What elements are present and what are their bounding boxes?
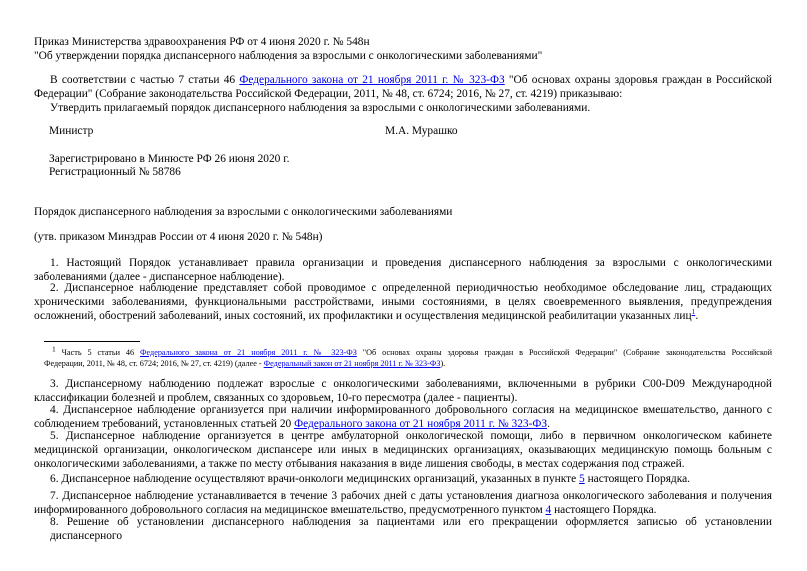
- item-line: онкологическими заболеваниями, а также по месту отбывания наказания в виде лишения свободы, в местах содержания под стражей.: [34, 458, 685, 470]
- item-1: [34, 256, 772, 284]
- item-text: соблюдением требований, установленных статьей 20: [34, 418, 295, 430]
- preamble-text: В соответствии с частью 7 статьи 46: [50, 74, 240, 86]
- footnote-text: "Об основах охраны здоровья граждан в Российской Федерации" (Собрание законодательства Российской: [356, 348, 772, 357]
- item-text: 6. Диспансерное наблюдение осуществляют врачи-онкологи медицинских организаций, указанных в пункте: [50, 473, 580, 485]
- item-4: [34, 403, 772, 431]
- order-statement: Утвердить прилагаемый порядок диспансерного наблюдения за взрослыми с онкологическими заболеваниями.: [50, 102, 591, 114]
- preamble-text: "Об основах охраны здоровья граждан в Российской: [504, 74, 773, 86]
- item-line: [34, 472, 772, 486]
- item-7: [34, 489, 772, 517]
- footnote-law-link[interactable]: Федерального закона от 21 ноября 2011 г. № 323-ФЗ: [140, 348, 357, 357]
- item-line: 3. Диспансерному наблюдению подлежат взрослые с онкологическими заболеваниями, включенными в рубрики C00-D09 Международной: [50, 378, 772, 390]
- item-line: 5. Диспансерное наблюдение организуется в центре амбулаторной онкологической помощи, либо в первичном онкологическом кабинете: [50, 430, 772, 442]
- item-line: хроническими заболеваниями, функциональными расстройствами, иными состояниями, в целях своевременного выявления, предупреждения: [34, 296, 772, 308]
- footnote-divider: [44, 341, 140, 342]
- item-line: 4. Диспансерное наблюдение организуется при наличии информированного добровольного согласия на медицинское вмешательство, данного с: [50, 404, 772, 416]
- item-line: классификации болезней и проблем, связанных со здоровьем, 10-го пересмотра (далее - пациенты).: [34, 392, 518, 404]
- item-line: 8. Решение об установлении диспансерного наблюдения за пациентами или его прекращении оформляется записью об установлении диспансерного: [50, 516, 772, 542]
- footnote-line: [44, 358, 772, 369]
- item-line: 7. Диспансерное наблюдение устанавливается в течение 3 рабочих дней с даты установления диагноза онкологического заболевания и получения: [50, 490, 772, 502]
- item-line: заболеваниями (далее - диспансерное наблюдение).: [34, 271, 285, 283]
- item-text: осложнений, обострений заболеваний, иных состояний, их профилактики и осуществления медицинской реабилитации указанных лиц: [34, 310, 692, 322]
- signature-name: М.А. Мурашко: [385, 125, 458, 137]
- footnote-line: [44, 344, 772, 358]
- item-ref-link[interactable]: 4: [545, 504, 552, 516]
- document-title: Приказ Министерства здравоохранения РФ от 4 июня 2020 г. № 548н: [34, 36, 370, 48]
- item-text: .: [695, 310, 699, 322]
- item-8: [34, 515, 772, 543]
- item-text: информированного добровольного согласия на медицинское вмешательство, предусмотренного пунктом: [34, 504, 546, 516]
- order-approval: (утв. приказом Минздрав России от 4 июня 2020 г. № 548н): [34, 231, 323, 243]
- document-subtitle: "Об утверждении порядка диспансерного наблюдения за взрослыми с онкологическими заболеваниями": [34, 50, 543, 62]
- preamble-line: Федерации" (Собрание законодательства Российской Федерации, 2011, № 48, ст. 6724; 2016, № 27, ст. 4219) приказываю:: [34, 88, 623, 100]
- law-link[interactable]: Федерального закона от 21 ноября 2011 г. № 323-ФЗ: [239, 74, 505, 86]
- item-ref-link[interactable]: 5: [579, 473, 585, 485]
- item-2: [34, 281, 772, 323]
- registration-number: Регистрационный № 58786: [49, 166, 181, 178]
- item-line: 2. Диспансерное наблюдение представляет собой проводимое с определенной периодичностью необходимое обследование лиц, страдающих: [50, 282, 772, 294]
- item-line: 1. Настоящий Порядок устанавливает правила организации и проведения диспансерного наблюдения за взрослыми с онкологическими: [50, 257, 772, 269]
- registration-date: Зарегистрировано в Минюсте РФ 26 июня 2020 г.: [49, 153, 290, 165]
- law-link[interactable]: Федерального закона от 21 ноября 2011 г. № 323-ФЗ: [294, 418, 548, 430]
- item-6: [34, 472, 772, 486]
- footnote-text: Часть 5 статьи 46: [55, 348, 141, 357]
- order-title: Порядок диспансерного наблюдения за взрослыми с онкологическими заболеваниями: [34, 206, 453, 218]
- item-text: .: [547, 418, 550, 430]
- item-line: [34, 309, 772, 323]
- preamble-line: [34, 73, 772, 87]
- footnote-text: ).: [440, 359, 446, 368]
- document-header: [34, 35, 772, 63]
- preamble-paragraph: [34, 73, 772, 115]
- item-5: [34, 429, 772, 471]
- item-text: настоящего Порядка.: [584, 473, 690, 485]
- item-text: настоящего Порядка.: [551, 504, 657, 516]
- footnote: [44, 344, 772, 369]
- item-line: медицинской организации, онкологическом диспансере или иных в медицинских организациях, оказывающих медицинскую помощь больным с: [34, 444, 772, 456]
- footnote-law-link[interactable]: Федеральный закон от 21 ноября 2011 г. № 323-ФЗ: [263, 359, 441, 368]
- signature-position: Министр: [49, 125, 94, 137]
- footnote-ref-link[interactable]: 1: [691, 307, 696, 317]
- footnote-text: Федерации, 2011, № 48, ст. 6724; 2016, № 27, ст. 4219) (далее -: [44, 359, 264, 368]
- footnote-mark: 1: [52, 344, 56, 354]
- item-3: [34, 377, 772, 405]
